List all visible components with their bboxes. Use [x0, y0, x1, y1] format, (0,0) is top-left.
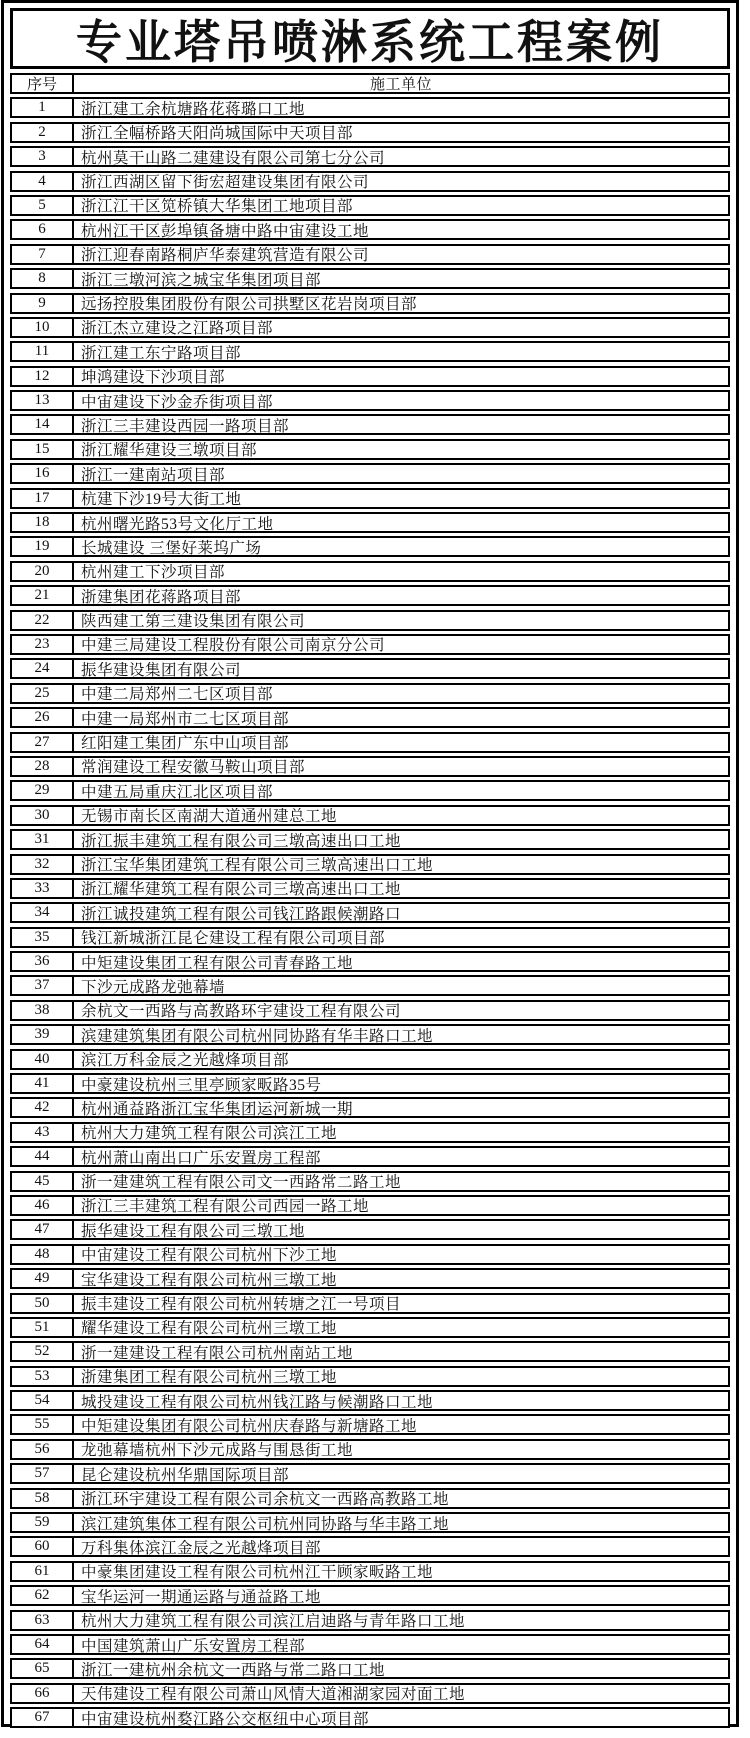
row-index: 46	[12, 1197, 74, 1214]
row-index: 62	[12, 1587, 74, 1604]
row-unit: 余杭文一西路与高教路环宇建设工程有限公司	[81, 1003, 402, 1019]
row-unit: 杭州建工下沙项目部	[81, 564, 226, 580]
table-row	[10, 683, 730, 704]
table-row	[10, 1488, 730, 1509]
row-index: 40	[12, 1051, 74, 1068]
table-row	[10, 780, 730, 801]
row-index: 21	[12, 587, 74, 604]
row-index: 10	[12, 319, 74, 336]
row-index: 57	[12, 1465, 74, 1482]
row-unit: 中矩建设集团有限公司杭州庆春路与新塘路工地	[81, 1417, 418, 1434]
row-index: 47	[12, 1221, 74, 1238]
row-index: 3	[12, 148, 74, 165]
row-unit: 耀华建设工程有限公司杭州三墩工地	[81, 1320, 338, 1336]
row-unit: 杭州曙光路53号文化厅工地	[81, 515, 274, 532]
row-index: 18	[12, 514, 74, 531]
row-unit: 宝华运河一期通运路与通益路工地	[81, 1588, 322, 1605]
row-index: 36	[12, 953, 74, 970]
row-index: 29	[12, 782, 74, 799]
row-index: 31	[12, 831, 74, 848]
row-index: 14	[12, 416, 74, 433]
row-unit: 滨江建筑集体工程有限公司杭州同协路与华丰路工地	[81, 1515, 450, 1532]
row-unit: 浙江耀华建筑工程有限公司三墩高速出口工地	[81, 881, 402, 897]
table-row	[10, 244, 730, 265]
row-unit: 天伟建设工程有限公司萧山风情大道湘湖家园对面工地	[81, 1686, 466, 1702]
row-unit: 杭州通益路浙江宝华集团运河新城一期	[81, 1100, 354, 1117]
table-row	[10, 463, 730, 484]
row-unit: 振丰建设工程有限公司杭州转塘之江一号项目	[81, 1296, 402, 1312]
row-unit: 昆仑建设杭州华鼎国际项目部	[81, 1466, 290, 1483]
row-unit: 中建五局重庆江北区项目部	[81, 783, 274, 800]
row-unit: 中国建筑萧山广乐安置房工程部	[81, 1637, 306, 1653]
row-unit: 龙弛幕墙杭州下沙元成路与围恳街工地	[81, 1442, 354, 1458]
header-index: 序号	[12, 75, 74, 92]
row-unit: 浙一建建筑工程有限公司文一西路常二路工地	[81, 1174, 402, 1190]
row-index: 66	[12, 1685, 74, 1702]
row-index: 42	[12, 1099, 74, 1116]
table-row	[10, 707, 730, 728]
table-row	[10, 1585, 730, 1606]
row-index: 39	[12, 1026, 74, 1043]
row-index: 35	[12, 929, 74, 946]
row-index: 34	[12, 904, 74, 921]
table-row	[10, 488, 730, 509]
row-unit: 杭州大力建筑工程有限公司滨江工地	[81, 1125, 338, 1141]
table-row	[10, 1244, 730, 1265]
row-index: 12	[12, 368, 74, 385]
row-index: 17	[12, 490, 74, 507]
row-index: 26	[12, 709, 74, 726]
row-unit: 浙江江干区笕桥镇大华集团工地项目部	[81, 198, 354, 214]
table-row	[10, 1122, 730, 1143]
row-unit: 中建三局建设工程股份有限公司南京分公司	[81, 637, 386, 653]
row-unit: 振华建设工程有限公司三墩工地	[81, 1222, 306, 1239]
table-row	[10, 366, 730, 387]
table-row	[10, 1024, 730, 1045]
row-index: 52	[12, 1343, 74, 1360]
row-index: 53	[12, 1368, 74, 1385]
row-index: 24	[12, 660, 74, 677]
table-row	[10, 561, 730, 582]
row-index: 1	[12, 99, 74, 116]
row-index: 63	[12, 1612, 74, 1629]
row-unit: 中建一局郑州市二七区项目部	[81, 710, 290, 727]
row-unit: 长城建设 三堡好莱坞广场	[81, 539, 262, 556]
row-index: 20	[12, 563, 74, 580]
table-row	[10, 1268, 730, 1289]
row-unit: 浙建集团工程有限公司杭州三墩工地	[81, 1369, 338, 1385]
row-unit: 振华建设集团有限公司	[81, 661, 242, 678]
table-row	[10, 414, 730, 435]
row-unit: 中宙建设工程有限公司杭州下沙工地	[81, 1247, 338, 1263]
row-unit: 坤鸿建设下沙项目部	[81, 369, 226, 385]
row-unit: 浙江耀华建设三墩项目部	[81, 442, 258, 458]
row-index: 51	[12, 1319, 74, 1336]
row-unit: 杭州大力建筑工程有限公司滨江启迪路与青年路口工地	[81, 1613, 466, 1629]
row-unit: 红阳建工集团广东中山项目部	[81, 735, 290, 751]
table-row	[10, 658, 730, 679]
case-table-document	[1, 0, 739, 1727]
row-unit: 浙一建建设工程有限公司杭州南站工地	[81, 1344, 354, 1361]
table-row	[10, 219, 730, 240]
row-unit: 远扬控股集团股份有限公司拱墅区花岩岗项目部	[81, 296, 418, 312]
case-table	[10, 73, 730, 1728]
row-unit: 浙江建工余杭塘路花蒋璐口工地	[81, 100, 306, 117]
table-row	[10, 732, 730, 753]
table-row	[10, 1366, 730, 1387]
table-row	[10, 317, 730, 338]
row-index: 7	[12, 246, 74, 263]
row-index: 13	[12, 392, 74, 409]
row-index: 11	[12, 343, 74, 360]
row-index: 32	[12, 856, 74, 873]
row-unit: 杭州莫干山路二建建设有限公司第七分公司	[81, 149, 386, 166]
row-index: 15	[12, 441, 74, 458]
table-row	[10, 878, 730, 899]
row-index: 9	[12, 295, 74, 312]
table-row	[10, 268, 730, 289]
table-row	[10, 585, 730, 606]
row-unit: 中宙建设下沙金乔街项目部	[81, 393, 274, 410]
row-unit: 浙江环宇建设工程有限公司余杭文一西路高教路工地	[81, 1491, 450, 1507]
row-index: 22	[12, 612, 74, 629]
row-index: 58	[12, 1490, 74, 1507]
table-row	[10, 1658, 730, 1679]
row-index: 59	[12, 1514, 74, 1531]
page-title: 专业塔吊喷淋系统工程案例	[10, 8, 730, 69]
row-unit: 浙江振丰建筑工程有限公司三墩高速出口工地	[81, 832, 402, 849]
row-unit: 中矩建设集团工程有限公司青春路工地	[81, 954, 354, 971]
table-row	[10, 1195, 730, 1216]
table-row	[10, 610, 730, 631]
table-row	[10, 1707, 730, 1728]
row-index: 6	[12, 221, 74, 238]
table-header-row	[10, 73, 730, 94]
row-index: 49	[12, 1270, 74, 1287]
table-row	[10, 1049, 730, 1070]
table-row	[10, 805, 730, 826]
row-index: 8	[12, 270, 74, 287]
row-unit: 下沙元成路龙弛幕墙	[81, 978, 226, 995]
row-index: 33	[12, 880, 74, 897]
table-row	[10, 536, 730, 557]
table-row	[10, 293, 730, 314]
table-row	[10, 1536, 730, 1557]
row-index: 45	[12, 1173, 74, 1190]
row-unit: 杭建下沙19号大街工地	[81, 491, 242, 507]
row-unit: 浙江全幅桥路天阳尚城国际中天项目部	[81, 125, 354, 141]
table-row	[10, 854, 730, 875]
row-index: 67	[12, 1709, 74, 1726]
table-row	[10, 634, 730, 655]
row-index: 37	[12, 977, 74, 994]
row-unit: 宝华建设工程有限公司杭州三墩工地	[81, 1271, 338, 1288]
row-index: 44	[12, 1148, 74, 1165]
row-unit: 陕西建工第三建设集团有限公司	[81, 613, 306, 629]
row-index: 38	[12, 1002, 74, 1019]
table-row	[10, 1293, 730, 1314]
row-index: 43	[12, 1124, 74, 1141]
row-unit: 万科集体滨江金辰之光越烽项目部	[81, 1539, 322, 1556]
table-row	[10, 756, 730, 777]
table-row	[10, 927, 730, 948]
table-row	[10, 390, 730, 411]
row-index: 41	[12, 1075, 74, 1092]
row-unit: 滨江万科金辰之光越烽项目部	[81, 1052, 290, 1068]
table-row	[10, 1341, 730, 1362]
table-row	[10, 1390, 730, 1411]
row-index: 4	[12, 173, 74, 190]
table-row	[10, 951, 730, 972]
row-unit: 钱江新城浙江昆仑建设工程有限公司项目部	[81, 930, 386, 946]
table-row	[10, 829, 730, 850]
row-index: 2	[12, 124, 74, 141]
row-unit: 中豪集团建设工程有限公司杭州江干顾家畈路工地	[81, 1564, 434, 1580]
row-index: 54	[12, 1392, 74, 1409]
table-row	[10, 1146, 730, 1167]
row-unit: 杭州江干区彭埠镇备塘中路中宙建设工地	[81, 222, 370, 239]
table-row	[10, 1097, 730, 1118]
header-unit: 施工单位	[369, 77, 432, 92]
row-unit: 浙江建工东宁路项目部	[81, 344, 242, 361]
row-unit: 杭州萧山南出口广乐安置房工程部	[81, 1149, 322, 1166]
row-index: 56	[12, 1441, 74, 1458]
table-row	[10, 1171, 730, 1192]
row-index: 5	[12, 197, 74, 214]
table-row	[10, 439, 730, 460]
row-index: 16	[12, 465, 74, 482]
row-index: 30	[12, 807, 74, 824]
row-index: 27	[12, 734, 74, 751]
row-index: 65	[12, 1660, 74, 1677]
row-unit: 浙江一建杭州余杭文一西路与常二路口工地	[81, 1661, 386, 1678]
row-unit: 浙江诚投建筑工程有限公司钱江路跟候潮路口	[81, 905, 402, 922]
table-row	[10, 902, 730, 923]
table-row	[10, 1439, 730, 1460]
table-row	[10, 1634, 730, 1655]
row-unit: 浙江三丰建设西园一路项目部	[81, 417, 290, 434]
row-index: 28	[12, 758, 74, 775]
row-index: 25	[12, 685, 74, 702]
table-row	[10, 1000, 730, 1021]
row-index: 61	[12, 1563, 74, 1580]
row-index: 64	[12, 1636, 74, 1653]
row-unit: 浙建集团花蒋路项目部	[81, 588, 242, 605]
table-row	[10, 146, 730, 167]
row-unit: 浙江宝华集团建筑工程有限公司三墩高速出口工地	[81, 857, 434, 873]
row-unit: 浙江杰立建设之江路项目部	[81, 320, 274, 336]
row-unit: 城投建设工程有限公司杭州钱江路与候潮路口工地	[81, 1393, 434, 1410]
table-row	[10, 975, 730, 996]
table-row	[10, 1219, 730, 1240]
table-row	[10, 195, 730, 216]
table-row	[10, 171, 730, 192]
table-row	[10, 1463, 730, 1484]
table-row	[10, 1414, 730, 1435]
row-unit: 滨建建筑集团有限公司杭州同协路有华丰路口工地	[81, 1027, 434, 1044]
row-unit: 无锡市南长区南湖大道通州建总工地	[81, 808, 338, 824]
row-index: 50	[12, 1295, 74, 1312]
row-unit: 中豪建设杭州三里亭顾家畈路35号	[81, 1076, 322, 1093]
row-unit: 浙江西湖区留下街宏超建设集团有限公司	[81, 174, 370, 190]
row-index: 19	[12, 538, 74, 555]
table-row	[10, 512, 730, 533]
row-index: 48	[12, 1246, 74, 1263]
table-row	[10, 1610, 730, 1631]
table-row	[10, 1683, 730, 1704]
row-unit: 浙江一建南站项目部	[81, 466, 226, 483]
row-index: 23	[12, 636, 74, 653]
table-row	[10, 1317, 730, 1338]
table-row	[10, 1561, 730, 1582]
row-unit: 浙江迎春南路桐庐华泰建筑营造有限公司	[81, 247, 370, 263]
table-row	[10, 341, 730, 362]
table-row	[10, 1512, 730, 1533]
row-unit: 中建二局郑州二七区项目部	[81, 686, 274, 702]
row-unit: 浙江三丰建筑工程有限公司西园一路工地	[81, 1198, 370, 1214]
row-index: 60	[12, 1538, 74, 1555]
row-index: 55	[12, 1416, 74, 1433]
table-row	[10, 97, 730, 118]
table-row	[10, 1073, 730, 1094]
row-unit: 中宙建设杭州婺江路公交枢纽中心项目部	[81, 1710, 370, 1727]
row-unit: 常润建设工程安徽马鞍山项目部	[81, 759, 306, 775]
row-unit: 浙江三墩河滨之城宝华集团项目部	[81, 271, 322, 288]
table-row	[10, 122, 730, 143]
